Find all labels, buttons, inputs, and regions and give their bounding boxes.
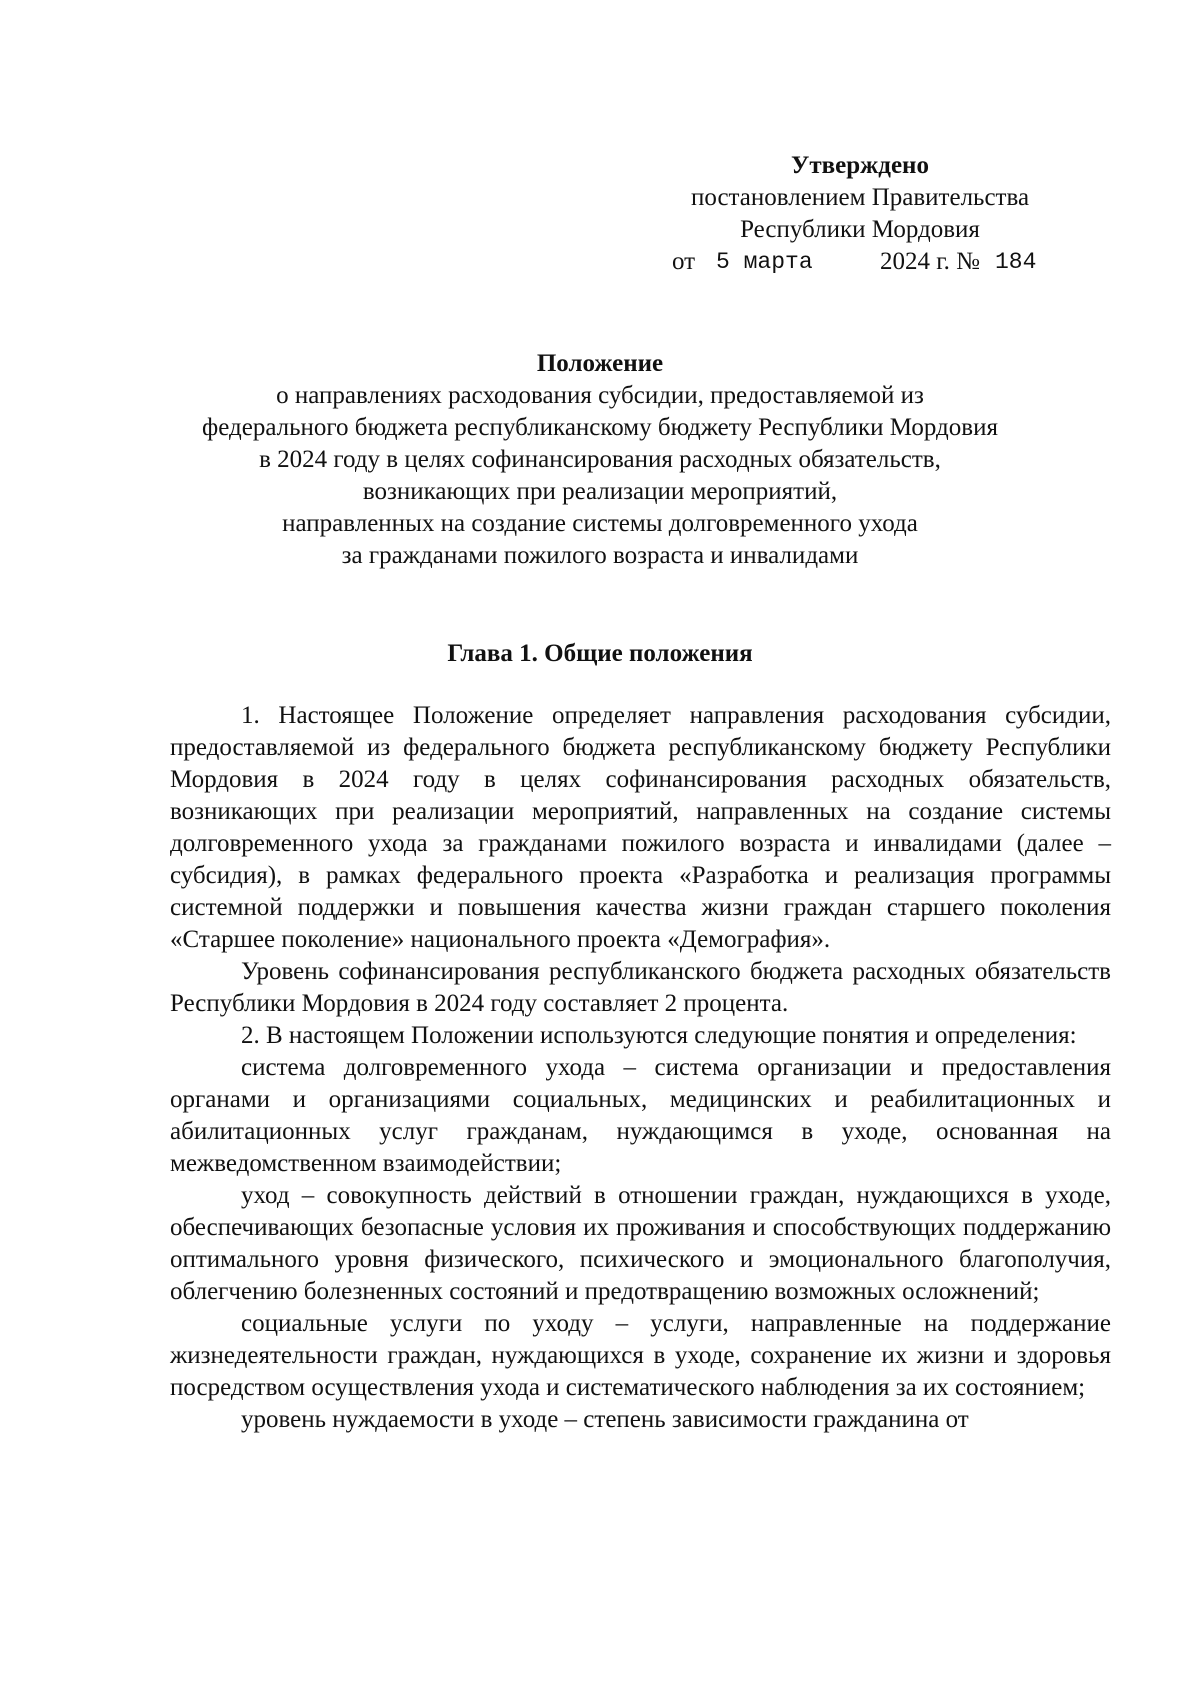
approval-line-2: Республики Мордовия [740, 216, 980, 243]
approval-title: Утверждено [791, 152, 929, 179]
subtitle-line: возникающих при реализации мероприятий, [362, 478, 838, 505]
chapter-title: Глава 1. Общие положения [447, 640, 753, 667]
paragraph: уровень нуждаемости в уходе – степень зависимости гражданина от [241, 1406, 969, 1433]
document-title [160, 348, 1040, 572]
approval-date-line [600, 246, 1120, 278]
paragraph: 2. В настоящем Положении используются следующие понятия и определения: [241, 1022, 1077, 1049]
date-prefix: от [672, 248, 696, 275]
subtitle-line: за гражданами пожилого возраста и инвалидами [341, 542, 859, 569]
document-body [170, 700, 1111, 1436]
document-number: 184 [995, 249, 1037, 275]
year-label: 2024 г. № [880, 248, 981, 275]
paragraph: Уровень софинансирования республиканского бюджета расходных обязательств Республики Мордовия в 2024 году составляет 2 процента. [170, 958, 1111, 1017]
paragraph: 1. Настоящее Положение определяет направления расходования субсидии, предоставляемой из федерального бюджета республиканскому бюджету Республики Мордовия в 2024 году в целях софинансирования расходных обязательств, возникающих при реализации мероприятий, направленных на создание системы долговременного ухода за гражданами пожилого возраста и инвалидами (далее – субсидия), в рамках федерального проекта «Разработка и реализация программы системной поддержки и повышения качества жизни граждан старшего поколения «Старшее поколение» национального проекта «Демография». [170, 702, 1111, 953]
document-heading: Положение [536, 350, 664, 377]
subtitle-line: в 2024 году в целях софинансирования расходных обязательств, [259, 446, 941, 473]
subtitle-line: о направлениях расходования субсидии, предоставляемой из [276, 382, 924, 409]
paragraph: социальные услуги по уходу – услуги, направленные на поддержание жизнедеятельности граждан, нуждающихся в уходе, сохранение их жизни и здоровья посредством осуществления ухода и систематического наблюдения за их состоянием; [170, 1310, 1111, 1401]
paragraph: система долговременного ухода – система организации и предоставления органами и организациями социальных, медицинских и реабилитационных и абилитационных услуг гражданам, нуждающимся в уходе, основанная на межведомственном взаимодействии; [170, 1054, 1111, 1177]
approval-line-1: постановлением Правительства [690, 184, 1030, 211]
subtitle-line: направленных на создание системы долговременного ухода [282, 510, 918, 537]
date-value: 5 марта [716, 249, 813, 275]
paragraph: уход – совокупность действий в отношении граждан, нуждающихся в уходе, обеспечивающих безопасные условия их проживания и способствующих поддержанию оптимального уровня физического, психического и эмоционального благополучия, облегчению болезненных состояний и предотвращению возможных осложнений; [170, 1182, 1111, 1305]
approval-stamp [600, 150, 1120, 278]
subtitle-line: федерального бюджета республиканскому бюджету Республики Мордовия [202, 414, 998, 441]
